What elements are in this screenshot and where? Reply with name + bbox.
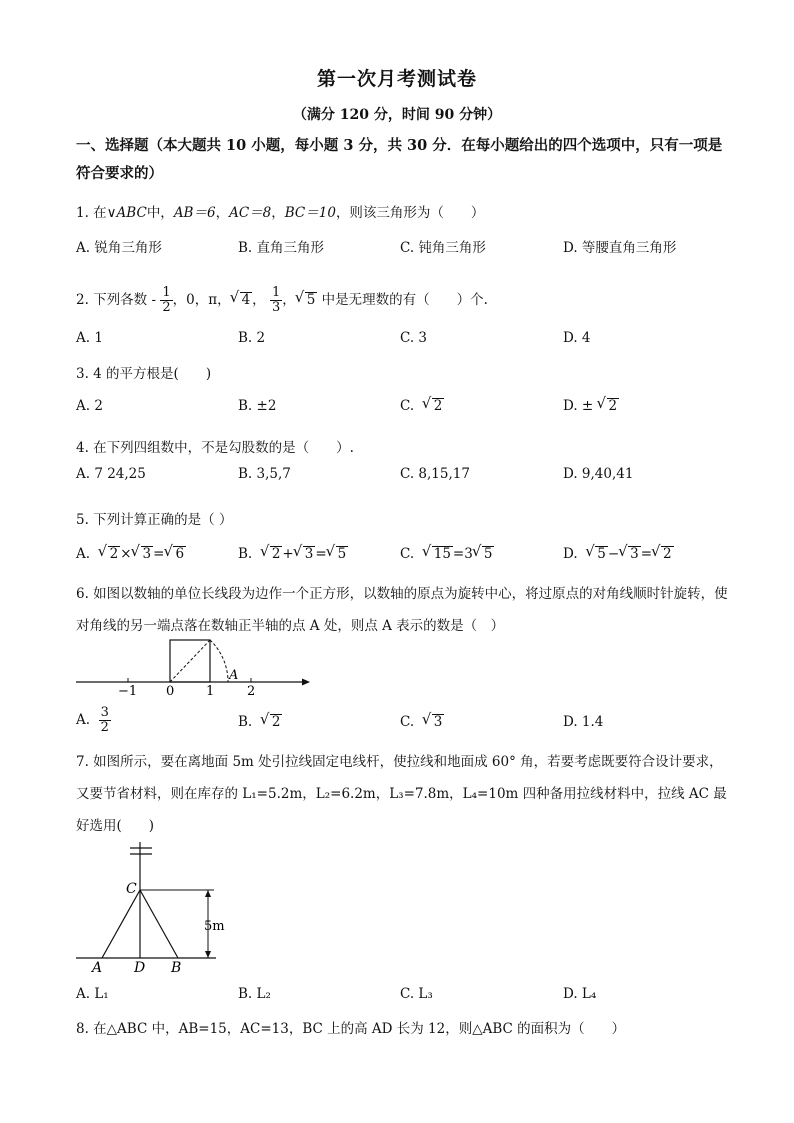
q1-option-d: D. 等腰直角三角形 [563, 240, 677, 256]
q2-option-a: A. 1 [76, 330, 103, 346]
q5-option-d: D. √ 5 −√ 3 =√ 2 [563, 546, 674, 562]
q3-option-a: A. 2 [76, 398, 103, 414]
q2-option-c: C. 3 [400, 330, 428, 346]
q7-option-c: C. L₃ [400, 986, 433, 1002]
q2-suffix: 中是无理数的有（ ）个. [321, 292, 488, 308]
tick-label: 0 [166, 684, 175, 699]
q2-sqrt-5: √ 5 [305, 292, 318, 308]
q5-option-a: A. √ 2 ×√ 3 =√ 6 [76, 546, 186, 562]
question-7: 7. 如图所示，要在离地面 5m 处引拉线固定电线杆，使拉线和地面成 60° 角，若要考虑既要符合设计要求，又要节省材料，则在库存的 L₁=5.2m，L₂=6.2m，L₃=7.8m，L₄=10m 四种备用拉线材料中，拉线 AC 最好选用( ) [76, 754, 727, 834]
q3-options [76, 398, 726, 424]
q4-options [76, 466, 726, 492]
q6-option-b: B. √ 2 [238, 714, 282, 730]
q6-options [76, 706, 726, 742]
question-6: 6. 如图以数轴的单位长线段为边作一个正方形，以数轴的原点为旋转中心，将过原点的对角线顺时针旋转，使对角线的另一端点落在数轴正半轴的点 A 处，则点 A 表示的数是（ ） [76, 586, 728, 634]
unit-square [170, 640, 210, 682]
q2-sqrt-4: √ 4 [240, 292, 253, 308]
axis-arrow-icon [302, 679, 310, 686]
q4-option-a: A. 7 24,25 [76, 466, 146, 482]
q1-ab: AB＝6 [173, 205, 216, 221]
q1-mid: 中， [146, 205, 174, 221]
q5-options [76, 546, 726, 572]
q7-option-b: B. L₂ [238, 986, 271, 1002]
q1-option-a: A. 锐角三角形 [76, 240, 162, 256]
q1-triangle: ∨ABC [106, 205, 147, 221]
page-subtitle: （满分 120 分，时间 90 分钟） [292, 107, 502, 123]
diagonal-line [170, 640, 210, 682]
q2-option-d: D. 4 [563, 330, 591, 346]
q6-option-c: C. √ 3 [400, 714, 444, 730]
point-a-label: A [229, 668, 239, 683]
q1-option-c: C. 钝角三角形 [400, 240, 486, 256]
rotation-arc [210, 640, 228, 682]
q7-option-d: D. L₄ [563, 986, 597, 1002]
q3-option-c: C. √ 2 [400, 398, 444, 414]
question-1: 1. 在∨ABC中，AB＝6，AC＝8，BC＝10，则该三角形为（ ） [76, 205, 485, 221]
q6-option-d: D. 1.4 [563, 714, 604, 730]
q2-prefix: 2. 下列各数 - [76, 292, 157, 308]
question-3: 3. 4 的平方根是( ) [76, 366, 212, 382]
wire-ac [102, 890, 140, 958]
q1-bc: BC＝10 [284, 205, 336, 221]
question-5: 5. 下列计算正确的是（ ） [76, 512, 233, 528]
question-4: 4. 在下列四组数中，不是勾股数的是（ ）. [76, 440, 354, 456]
tick-label: 2 [247, 684, 256, 699]
label-height: 5m [204, 919, 225, 934]
question-8: 8. 在△ABC 中，AB=15，AC=13，BC 上的高 AD 长为 12，则△ABC 的面积为（ ） [76, 1021, 626, 1037]
q1-ac: AC＝8 [229, 205, 272, 221]
q2-option-b: B. 2 [238, 330, 266, 346]
label-d: D [134, 960, 146, 976]
arrow-up-icon [205, 890, 211, 897]
wire-bc [140, 890, 178, 958]
q4-option-b: B. 3,5,7 [238, 466, 291, 482]
q4-option-d: D. 9,40,41 [563, 466, 634, 482]
q2-list: ，0，π， [172, 292, 231, 308]
q5-option-b: B. √ 2 +√ 3 =√ 5 [238, 546, 348, 562]
tick-label: −1 [118, 684, 138, 699]
page-title: 第一次月考测试卷 [316, 68, 477, 90]
section-heading: 一、选择题（本大题共 10 小题，每小题 3 分，共 30 分．在每小题给出的四个选项中，只有一项是符合要求的） [76, 137, 723, 182]
tick-label: 1 [206, 684, 215, 699]
pole-figure [72, 838, 225, 976]
number-line-figure [70, 636, 320, 702]
q1-option-b: B. 直角三角形 [238, 240, 325, 256]
q4-option-c: C. 8,15,17 [400, 466, 470, 482]
q7-options [76, 986, 726, 1012]
q2-options [76, 330, 726, 356]
q1-prefix: 1. 在 [76, 205, 107, 221]
q3-option-d: D. ± √ 2 [563, 398, 619, 414]
q2-fraction-third: $\frac{1}{3}$ [271, 285, 281, 315]
question-2: 2. 下列各数 - $\frac{1}{2}$ ，0，π，√ 4 ， $\frac{1}{3}$ ，√ 5 中是无理数的有（ ）个. [76, 286, 736, 315]
arrow-down-icon [205, 951, 211, 958]
q2-fraction-half: $\frac{1}{2}$ [162, 285, 171, 315]
label-c: C [126, 881, 137, 897]
q3-option-b: B. ±2 [238, 398, 277, 414]
q1-options [76, 236, 726, 262]
label-a: A [92, 960, 103, 976]
label-b: B [171, 960, 182, 976]
q7-option-a: A. L₁ [76, 986, 109, 1002]
q5-option-c: C. √ 15 =3√ 5 [400, 546, 494, 562]
q1-suffix: ，则该三角形为（ ） [335, 205, 485, 221]
q6-option-a: A. $\frac{3}{2}$ [76, 705, 109, 735]
